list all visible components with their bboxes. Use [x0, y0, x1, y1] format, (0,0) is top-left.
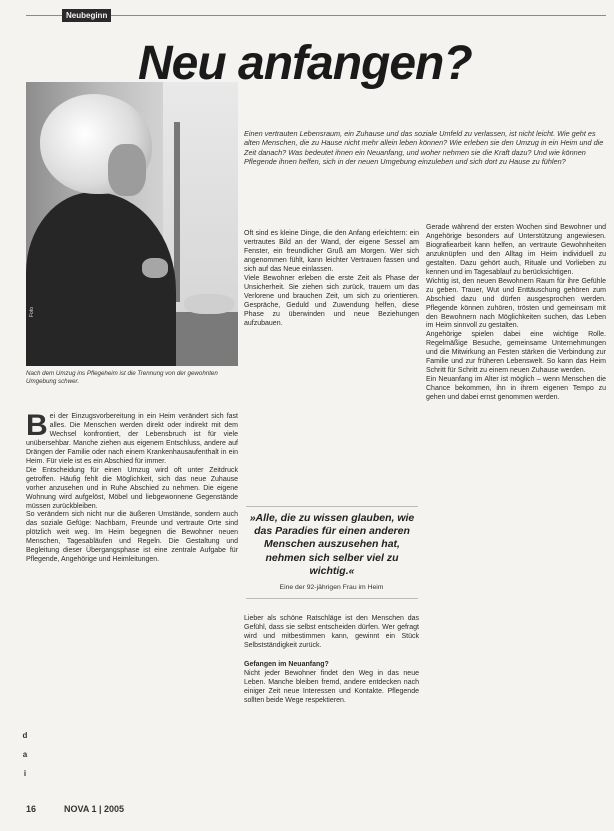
article-title: Neu anfangen? — [138, 37, 472, 90]
paragraph: Lieber als schöne Ratschläge ist den Menschen das Gefühl, dass sie selbst entscheiden dürfen. Wer gefragt wird und mitbestimmen kann, gewinnt ein Stück Selbstständigkeit zurück. — [244, 615, 419, 649]
sidebar-letter: d — [22, 731, 28, 740]
section-tag: Neubeginn — [62, 9, 111, 22]
subheading: Gefangen im Neuanfang? — [244, 660, 329, 668]
sidebar-letters — [20, 726, 30, 783]
paragraph: ei der Einzugsvorbereitung in ein Heim verändert sich fast alles. Die Menschen werden direkt oder indirekt mit dem Wechsel konfrontiert, der Lebensbruch ist für viele unübersehbar. Manche ziehen aus eigenem Entschluss, andere auf Drängen der Familie oder nach einem Krankenhausaufenthalt in ein Heim. Für viele ist es ein Abschied für immer. — [26, 413, 238, 465]
paragraph: Gerade während der ersten Wochen sind Bewohner und Angehörige besonders auf Unterstützung angewiesen. Biografiearbeit kann helfen, an vertraute Gewohnheiten anzuknüpfen und den Alltag im Heim individuell zu gestalten. Dazu gehört auch, Rituale und Vorlieben zu kennen und im Tagesablauf zu berücksichtigen. — [426, 224, 606, 276]
column-1 — [26, 409, 238, 565]
paragraph: Nicht jeder Bewohner findet den Weg in das neue Leben. Manche bleiben fremd, andere entdecken nach einiger Zeit neue Interessen und Kontakte. Pflegende sollten beide Wege respektieren. — [244, 669, 419, 704]
paragraph: Viele Bewohner erleben die erste Zeit als Phase der Unsicherheit. Sie ziehen sich zurück, trauern um das Verlorene und brauchen Zeit, um sich zu orientieren. Gespräche, Geduld und Zuwendung helfen, diese Phase zu überwinden und neue Beziehungen aufzubauen. — [244, 274, 419, 327]
photo-credit: Foto — [29, 307, 35, 318]
paragraph: Wichtig ist, den neuen Bewohnern Raum für ihre Gefühle zu geben. Trauer, Wut und Enttäuschung gehören zum Abschied dazu und dürfen ausgesprochen werden. Pflegende können zuhören, trösten und gemeinsam mit den Bewohnern nach Möglichkeiten suchen, das Leben im Heim sinnvoll zu gestalten. — [426, 277, 606, 330]
photo-person-hand — [142, 258, 168, 278]
quote-source: Eine der 92-jährigen Frau im Heim — [279, 584, 384, 591]
quote-rule-top — [246, 506, 418, 507]
photo-caption: Nach dem Umzug ins Pflegeheim ist die Trennung von der gewohnten Umgebung schwer. — [26, 370, 218, 385]
paragraph: Angehörige spielen dabei eine wichtige Rolle. Regelmäßige Besuche, gemeinsame Unternehmungen und die Mitwirkung an Festen stärken die Verbindung zur Familie und zur früheren Lebenswelt. So kann das Heim Schritt für Schritt zu einem neuen Zuhause werden. — [426, 331, 606, 375]
paragraph: Die Entscheidung für einen Umzug wird oft unter Zeitdruck getroffen. Häufig fehlt die Möglichkeit, sich das neue Zuhause vorher anzusehen und in Ruhe Abschied zu nehmen. Die eigene Wohnung wird aufgelöst, Möbel und liebgewonnene Gegenstände müssen zurückbleiben. — [26, 466, 238, 510]
photo-person-body — [26, 192, 176, 366]
page-number: 16 — [26, 804, 37, 814]
article-lead: Einen vertrauten Lebensraum, ein Zuhause und das soziale Umfeld zu verlassen, ist nicht leicht. Wie geht es alten Menschen, die zu Hause nicht mehr allein leben können? Wie erleben sie den Umzug in ein Heim und die Zeit danach? Was bedeutet ihnen ein Neuanfang, und woher nehmen sie die Kraft dazu? Und wie können Pflegende ihnen helfen, sich in der neuen Umgebung einzuleben und sich dort zu Hause zu fühlen? — [244, 129, 604, 167]
article-photo — [26, 82, 238, 366]
magazine-issue: NOVA 1 | 2005 — [64, 804, 125, 814]
column-2-bottom — [244, 615, 419, 706]
sidebar-letter: i — [23, 769, 27, 778]
drop-cap: B — [26, 409, 48, 442]
paragraph: Oft sind es kleine Dinge, die den Anfang erleichtern: ein vertrautes Bild an der Wand, der eigene Sessel am Fenster, ein freundlicher Gruß am Morgen. Wer sich angenommen fühlt, kann leichter Vertrauen fassen und sich auf das Neue einlassen. — [244, 230, 419, 273]
photo-person-face — [108, 144, 146, 196]
quote-rule-bottom — [246, 598, 418, 599]
top-rule — [26, 15, 606, 16]
pull-quote: »Alle, die zu wissen glauben, wie das Paradies für einen anderen Menschen auszusehen hat, nehmen sich selber viel zu wichtig.« — [249, 512, 415, 577]
sidebar-letter: a — [22, 750, 28, 759]
column-2-top — [244, 230, 419, 328]
paragraph: So verändern sich nicht nur die äußeren Umstände, sondern auch das soziale Gefüge: Nachbarn, Freunde und vertraute Orte sind plötzlich weit weg. Im Heim begegnen die Bewohner neuen Menschen, Tagesabläufen und Regeln. Die Gestaltung und Begleitung dieser Übergangsphase ist eine zentrale Aufgabe für Pflegende, Angehörige und Heimleitungen. — [26, 511, 238, 564]
column-3 — [426, 224, 606, 403]
photo-cloth — [184, 294, 234, 314]
paragraph: Ein Neuanfang im Alter ist möglich – wenn Menschen die Chance bekommen, ihn in ihrem eigenen Tempo zu gehen und dabei ernst genommen werden. — [426, 376, 606, 402]
photo-table — [176, 312, 238, 366]
